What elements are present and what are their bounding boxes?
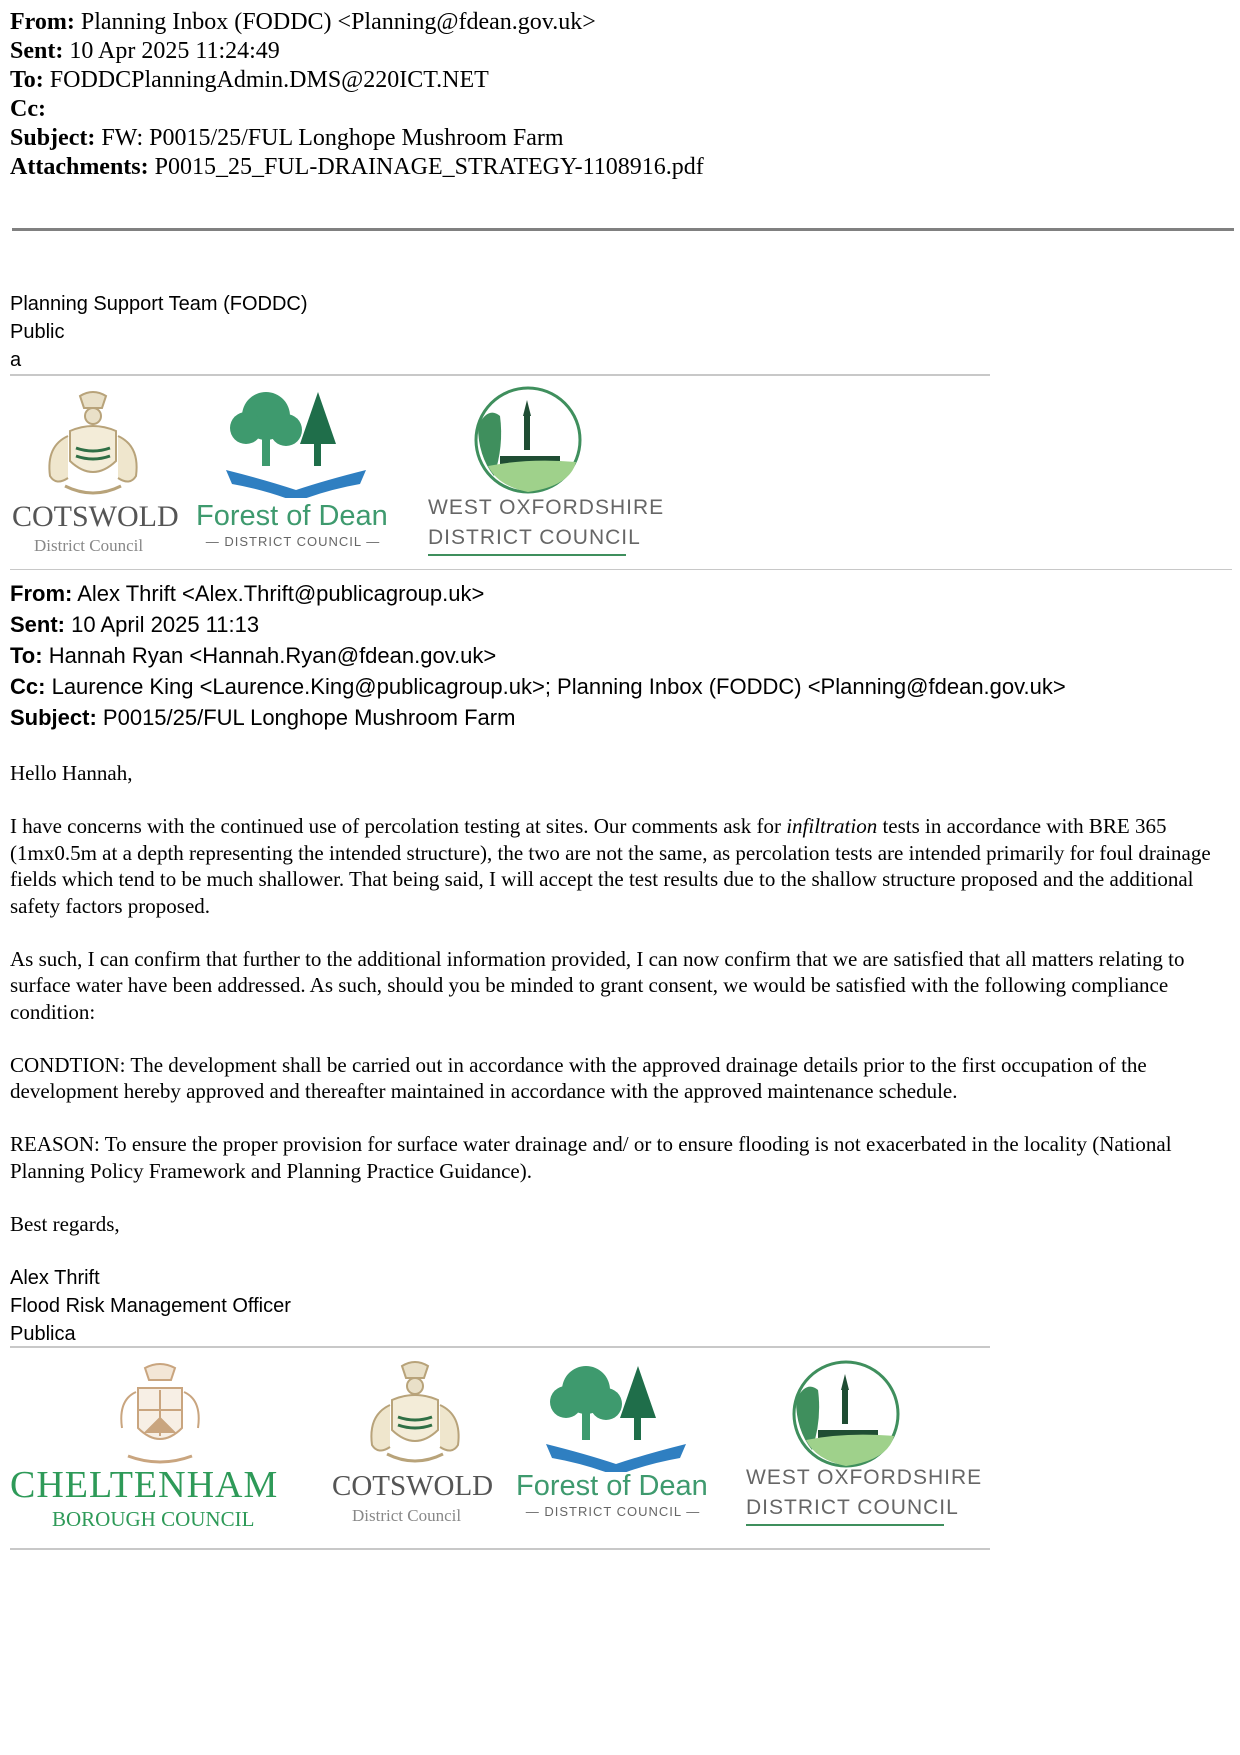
cotswold-sub: District Council [34, 536, 144, 555]
signature-org: Publica [10, 1323, 76, 1345]
wo-name-bottom: WEST OXFORDSHIRE [746, 1466, 983, 1489]
fwd-subject-value: P0015/25/FUL Longhope Mushroom Farm [102, 705, 516, 730]
fwd-cc-label: Cc: [10, 674, 46, 699]
header-from-label: From: [10, 9, 75, 35]
west-oxfordshire-logo [428, 386, 665, 561]
fwd-subject-row [10, 702, 1066, 733]
cheltenham-name: CHELTENHAM [10, 1464, 279, 1506]
fwd-to-label: To: [10, 643, 43, 668]
header-subject-row [10, 124, 704, 153]
cotswold-crest-icon-bottom [332, 1360, 498, 1472]
p1-italic: infiltration [786, 814, 878, 838]
fwd-from-row [10, 578, 1066, 609]
attachment-link[interactable]: P0015_25_FUL-DRAINAGE_STRATEGY-1108916.pdf [154, 154, 704, 180]
header-to-label: To: [10, 67, 44, 93]
fwd-from-value: Alex Thrift <Alex.Thrift@publicagroup.uk> [77, 581, 485, 606]
logo-strip-rule [10, 569, 1232, 570]
fwd-cc-value: Laurence King <Laurence.King@publicagroup.uk>; Planning Inbox (FODDC) <Planning@fdean.gov.uk> [51, 674, 1066, 699]
cotswold-logo [10, 386, 179, 561]
fwd-to-value: Hannah Ryan <Hannah.Ryan@fdean.gov.uk> [48, 643, 497, 668]
header-subject-label: Subject: [10, 125, 96, 151]
fwd-sent-label: Sent: [10, 612, 65, 637]
greeting: Hello Hannah, [10, 761, 133, 785]
forest-of-dean-logo-bottom [516, 1360, 716, 1535]
cotswold-crest-icon [10, 386, 176, 506]
signature-top-line3: a [10, 349, 22, 371]
header-attachments-label: Attachments: [10, 154, 149, 180]
fod-sub-bottom: DISTRICT COUNCIL [544, 1504, 682, 1519]
fod-sub-wrap: — DISTRICT COUNCIL — [205, 534, 381, 549]
fod-name: Forest of Dean [196, 500, 388, 532]
signature-bottom-rule [10, 1346, 990, 1348]
header-divider [12, 228, 1234, 231]
west-oxfordshire-logo-bottom [746, 1360, 983, 1535]
body-paragraph-2: As such, I can confirm that further to the additional information provided, I can now confirm that we are satisfied that all matters relating to surface water have been addressed. As such, should you be minded to grant consent, we would be satisfied with the following compliance condition: [10, 946, 1185, 1024]
header-sent-label: Sent: [10, 38, 64, 64]
wo-name: WEST OXFORDSHIRE [428, 496, 665, 519]
header-cc-label: Cc: [10, 96, 46, 122]
cheltenham-logo [10, 1360, 310, 1535]
fwd-cc-row [10, 671, 1066, 702]
forest-of-dean-logo [196, 386, 396, 561]
body-paragraph-3: CONDTION: The development shall be carried out in accordance with the approved drainage details prior to the first occupation of the development hereby approved and thereafter maintained in accordance with the approved maintenance schedule. [10, 1052, 1147, 1103]
header-from-row [10, 8, 704, 37]
forest-of-dean-tree-icon-bottom [516, 1360, 716, 1472]
cotswold-sub-bottom: District Council [352, 1506, 462, 1525]
header-sent-row [10, 37, 704, 66]
fod-sub-bottom-wrap: — DISTRICT COUNCIL — [525, 1504, 701, 1519]
cotswold-name: COTSWOLD [12, 500, 179, 533]
forwarded-header [10, 578, 1066, 733]
cotswold-logo-bottom [332, 1360, 498, 1535]
signature-top-line1: Planning Support Team (FODDC) [10, 293, 308, 315]
header-from-value: Planning Inbox (FODDC) <Planning@fdean.gov.uk> [80, 9, 596, 35]
fwd-sent-value: 10 April 2025 11:13 [71, 612, 260, 637]
wo-sub: DISTRICT COUNCIL [428, 526, 641, 549]
header-cc-row [10, 95, 704, 124]
signature-top [10, 290, 308, 374]
signature-top-rule [10, 374, 990, 376]
header-attachments-row [10, 153, 704, 182]
header-to-row [10, 66, 704, 95]
fwd-to-row [10, 640, 1066, 671]
signature-name: Alex Thrift [10, 1267, 100, 1289]
email-body [10, 760, 1232, 1264]
cheltenham-crest-icon [10, 1360, 310, 1470]
forest-of-dean-tree-icon [196, 386, 396, 498]
p1-after: tests in accordance with BRE 365 (1mx0.5m at a depth representing the intended structure), the two are not the same, as percolation tests are intended primarily for foul drainage fields which tend to be much shallower. That being said, I will accept the test results due to the shallow structure proposed and the additional safety factors proposed. [10, 814, 1211, 918]
fwd-from-label: From: [10, 581, 73, 606]
email-header [10, 8, 704, 182]
signature-top-line2: Public [10, 321, 65, 343]
wo-underline-bottom [746, 1524, 944, 1526]
cheltenham-sub: BOROUGH COUNCIL [52, 1507, 255, 1531]
signature-bottom [10, 1264, 291, 1348]
header-subject-value: FW: P0015/25/FUL Longhope Mushroom Farm [101, 125, 564, 151]
cotswold-name-bottom: COTSWOLD [332, 1470, 494, 1502]
closing: Best regards, [10, 1211, 120, 1236]
wo-sub-bottom: DISTRICT COUNCIL [746, 1496, 959, 1519]
body-paragraph-4: REASON: To ensure the proper provision for surface water drainage and/ or to ensure flooding is not exacerbated in the locality (National Planning Policy Framework and Planning Practice Guidance). [10, 1132, 1172, 1183]
fod-sub: DISTRICT COUNCIL [224, 534, 362, 549]
west-oxfordshire-emblem-icon-bottom [746, 1360, 946, 1470]
body-paragraph-1 [10, 813, 1232, 919]
bottom-logo-rule [10, 1548, 990, 1550]
west-oxfordshire-emblem-icon [428, 386, 628, 496]
fod-name-bottom: Forest of Dean [516, 1470, 708, 1502]
header-sent-value: 10 Apr 2025 11:24:49 [69, 38, 280, 64]
signature-title: Flood Risk Management Officer [10, 1295, 291, 1317]
fwd-sent-row [10, 609, 1066, 640]
p1-before: I have concerns with the continued use of percolation testing at sites. Our comments ask for [10, 814, 787, 838]
header-to-value: FODDCPlanningAdmin.DMS@220ICT.NET [49, 67, 489, 93]
wo-underline [428, 554, 626, 556]
fwd-subject-label: Subject: [10, 705, 97, 730]
